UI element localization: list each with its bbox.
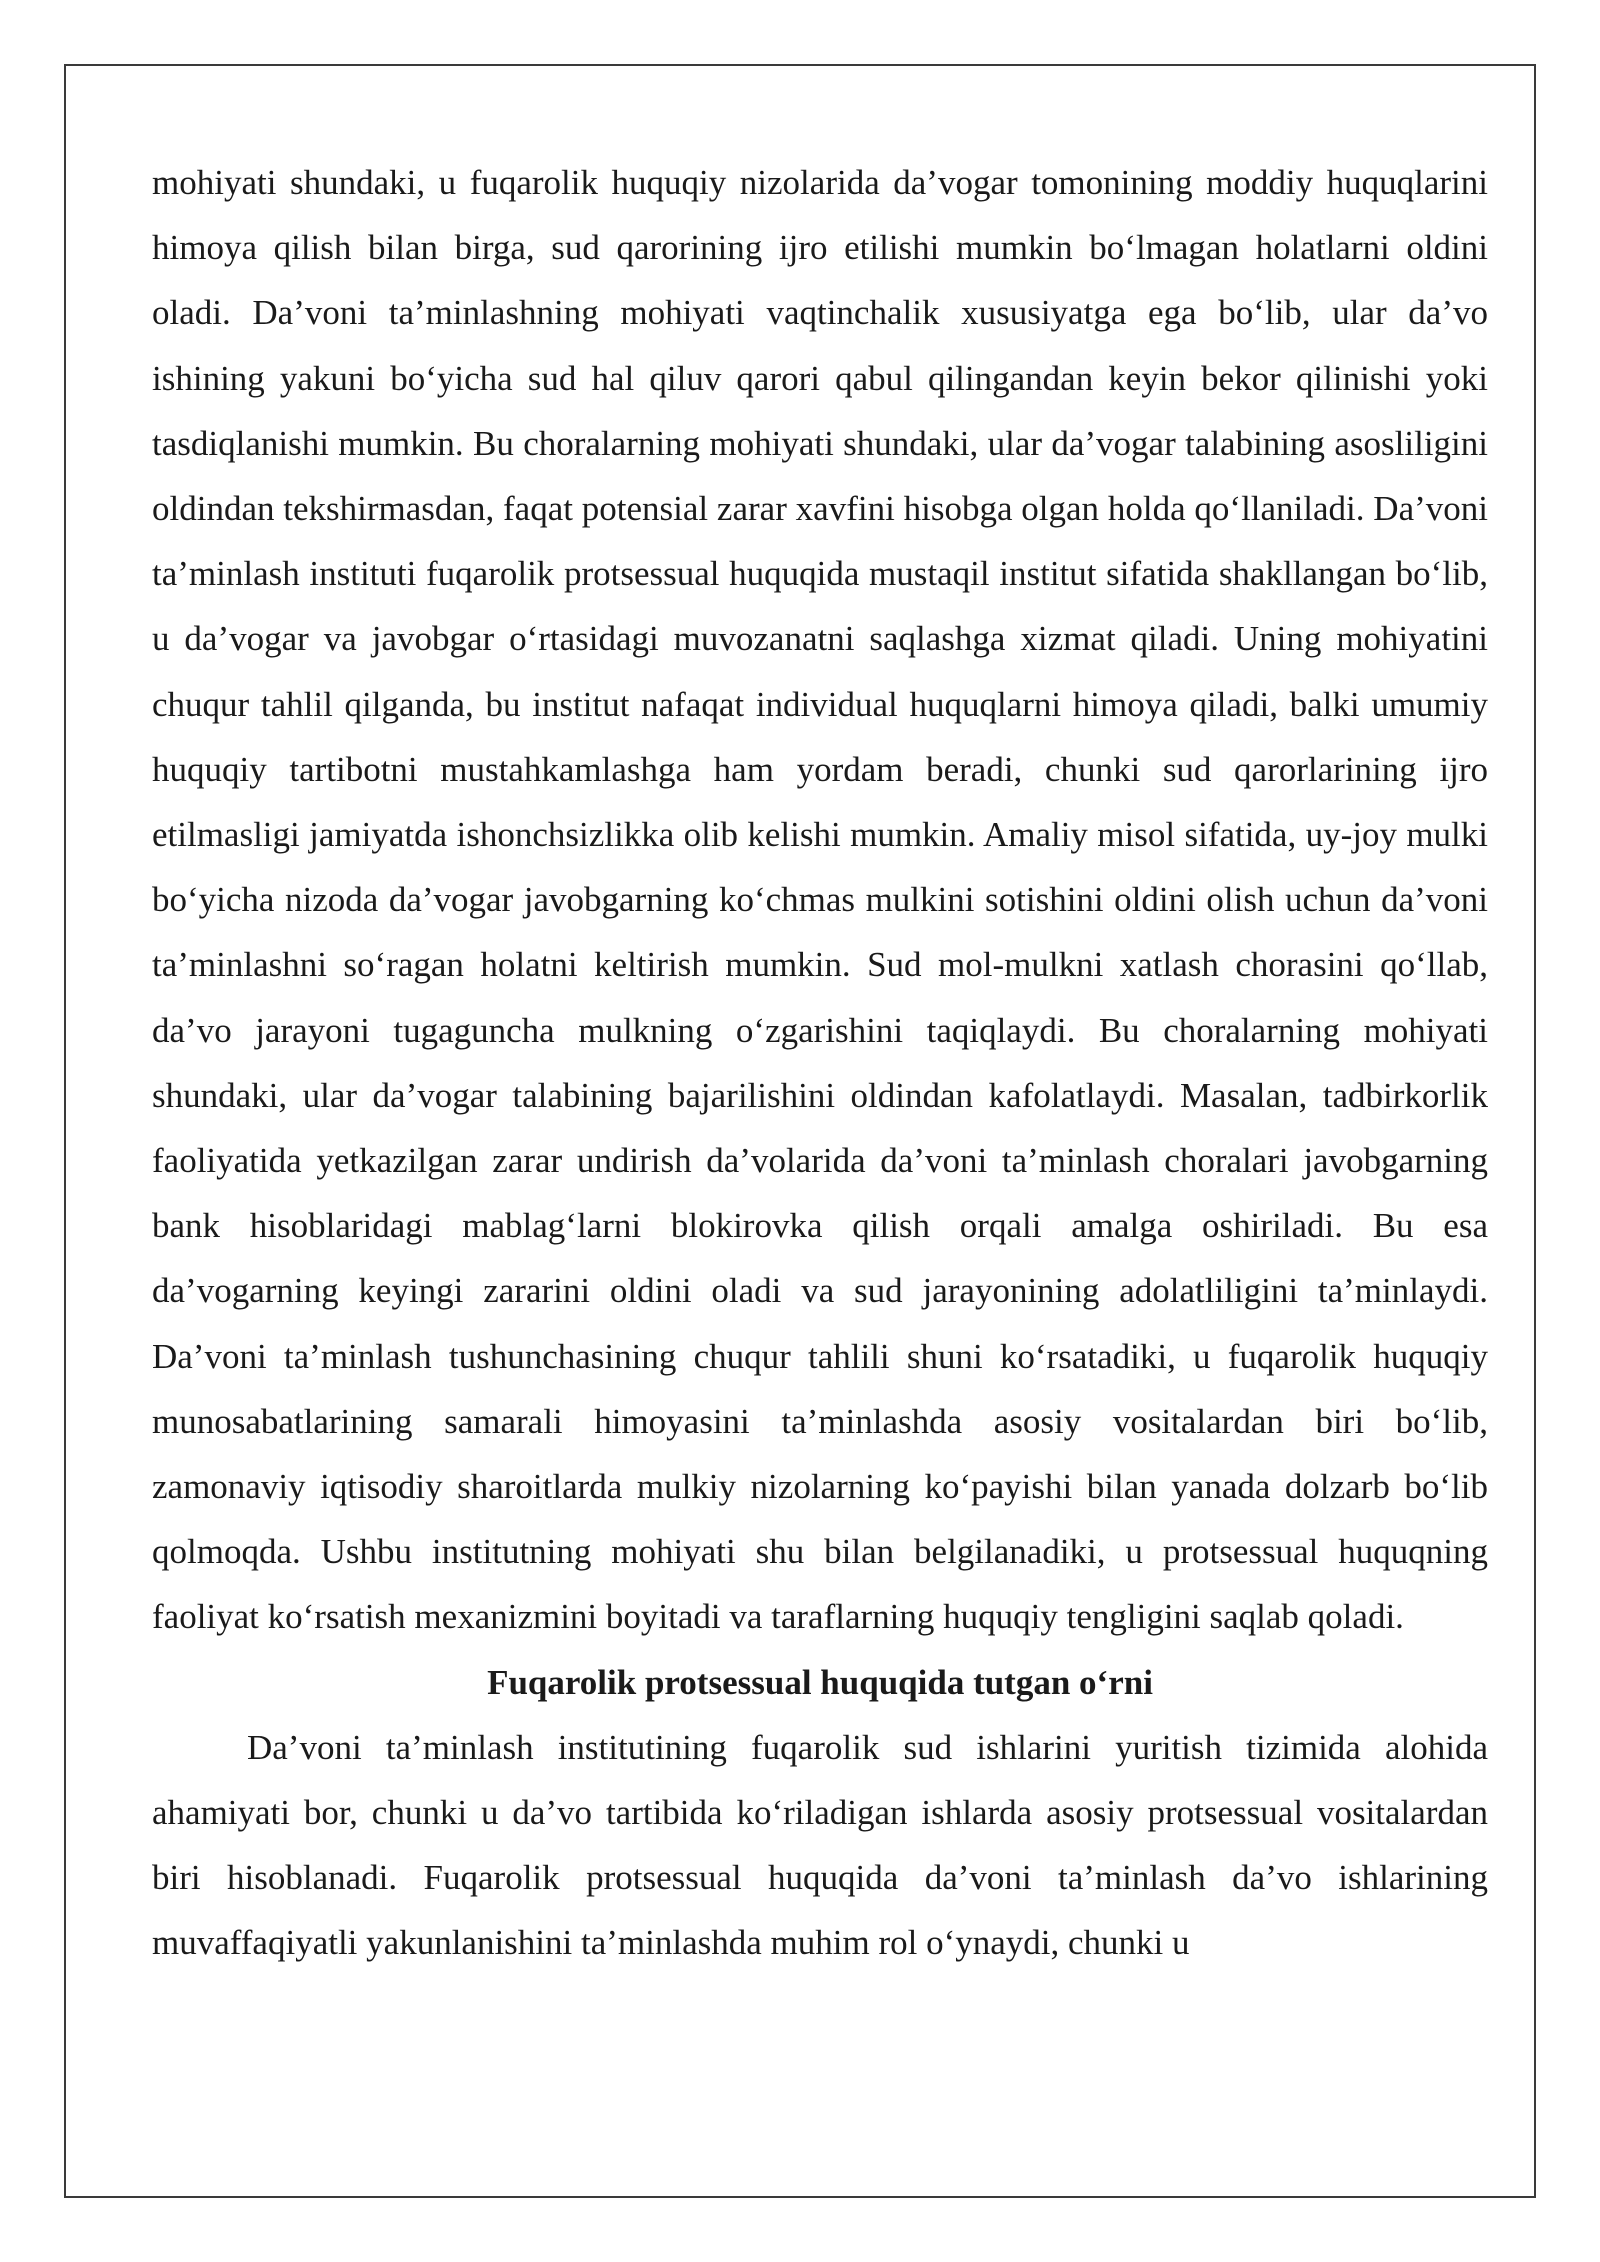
- document-body: [152, 150, 1488, 1976]
- body-paragraph: mohiyati shundaki, u fuqarolik huquqiy nizolarida da’vogar tomonining moddiy huquqlarini himoya qilish bilan birga, sud qarorining ijro etilishi mumkin bo‘lmagan holatlarni oldini oladi. Da’voni ta’minlashning mohiyati vaqtinchalik xususiyatga ega bo‘lib, ular da’vo ishining yakuni bo‘yicha sud hal qiluv qarori qabul qilingandan keyin bekor qilinishi yoki tasdiqlanishi mumkin. Bu choralarning mohiyati shundaki, ular da’vogar talabining asosliligini oldindan tekshirmasdan, faqat potensial zarar xavfini hisobga olgan holda qo‘llaniladi. Da’voni ta’minlash instituti fuqarolik protsessual huquqida mustaqil institut sifatida shakllangan bo‘lib, u da’vogar va javobgar o‘rtasidagi muvozanatni saqlashga xizmat qiladi. Uning mohiyatini chuqur tahlil qilganda, bu institut nafaqat individual huquqlarni himoya qiladi, balki umumiy huquqiy tartibotni mustahkamlashga ham yordam beradi, chunki sud qarorlarining ijro etilmasligi jamiyatda ishonchsizlikka olib kelishi mumkin. Amaliy misol sifatida, uy-joy mulki bo‘yicha nizoda da’vogar javobgarning ko‘chmas mulkini sotishini oldini olish uchun da’voni ta’minlashni so‘ragan holatni keltirish mumkin. Sud mol-mulkni xatlash chorasini qo‘llab, da’vo jarayoni tugaguncha mulkning o‘zgarishini taqiqlaydi. Bu choralarning mohiyati shundaki, ular da’vogar talabining bajarilishini oldindan kafolatlaydi. Masalan, tadbirkorlik faoliyatida yetkazilgan zarar undirish da’volarida da’voni ta’minlash choralari javobgarning bank hisoblaridagi mablag‘larni blokirovka qilish orqali amalga oshiriladi. Bu esa da’vogarning keyingi zararini oldini oladi va sud jarayonining adolatliligini ta’minlaydi. Da’voni ta’minlash tushunchasining chuqur tahlili shuni ko‘rsatadiki, u fuqarolik huquqiy munosabatlarining samarali himoyasini ta’minlashda asosiy vositalardan biri bo‘lib, zamonaviy iqtisodiy sharoitlarda mulkiy nizolarning ko‘payishi bilan yanada dolzarb bo‘lib qolmoqda. Ushbu institutning mohiyati shu bilan belgilanadiki, u protsessual huquqning faoliyat ko‘rsatish mexanizmini boyitadi va taraflarning huquqiy tengligini saqlab qoladi.: [152, 163, 1488, 1637]
- section-heading: Fuqarolik protsessual huquqida tutgan o‘rni: [487, 1662, 1153, 1702]
- body-paragraph: Da’voni ta’minlash institutining fuqarolik sud ishlarini yuritish tizimida alohida ahamiyati bor, chunki u da’vo tartibida ko‘riladigan ishlarda asosiy protsessual vositalardan biri hisoblanadi. Fuqarolik protsessual huquqida da’voni ta’minlash da’vo ishlarining muvaffaqiyatli yakunlanishini ta’minlashda muhim rol o‘ynaydi, chunki u: [152, 1727, 1488, 1963]
